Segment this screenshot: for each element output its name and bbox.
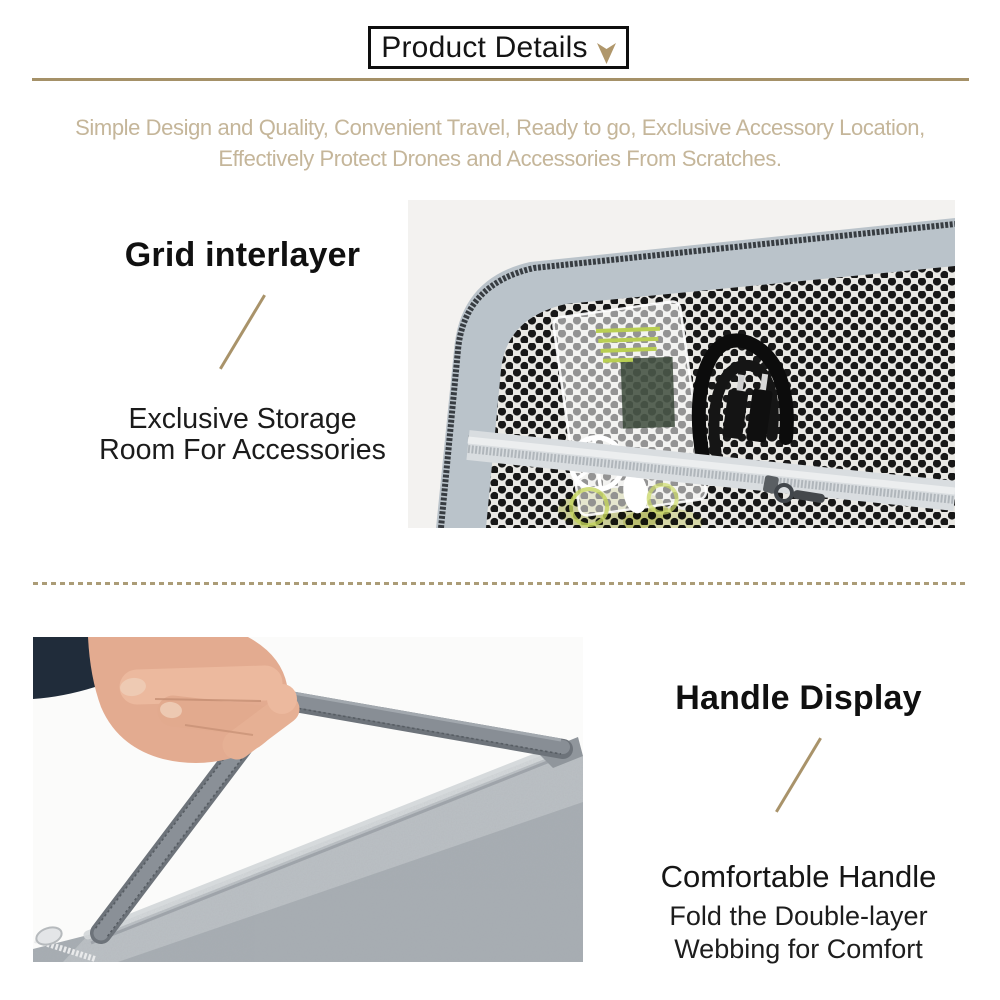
handle-display-text-block (611, 678, 986, 966)
dotted-divider-line (33, 582, 967, 585)
grid-desc-line-2: Room For Accessories (99, 434, 386, 466)
accent-slash-line (775, 737, 822, 812)
grid-interlayer-description (55, 404, 430, 466)
intro-line-2: Effectively Protect Drones and Accessories From Scratches. (218, 146, 782, 171)
product-details-header[interactable] (368, 26, 629, 69)
grid-desc-line-1: Exclusive Storage (128, 403, 357, 435)
page-title: Product Details (381, 30, 588, 64)
handle-desc-line-1: Fold the Double-layer (669, 901, 928, 931)
grid-interlayer-heading: Grid interlayer (124, 236, 361, 274)
handle-description (611, 900, 986, 966)
mesh-interlayer-photo (408, 200, 955, 528)
accent-slash-line (219, 294, 266, 369)
handle-display-heading: Handle Display (675, 679, 922, 717)
chevron-down-icon (597, 38, 616, 59)
handle-subheading: Comfortable Handle (660, 859, 937, 894)
handle-desc-line-2: Webbing for Comfort (674, 934, 923, 964)
gold-divider-line (32, 78, 969, 81)
handle-display-photo (33, 637, 583, 962)
grid-interlayer-text-block (55, 235, 430, 466)
intro-tagline (0, 112, 1000, 174)
intro-line-1: Simple Design and Quality, Convenient Travel, Ready to go, Exclusive Accessory Location, (75, 115, 925, 140)
